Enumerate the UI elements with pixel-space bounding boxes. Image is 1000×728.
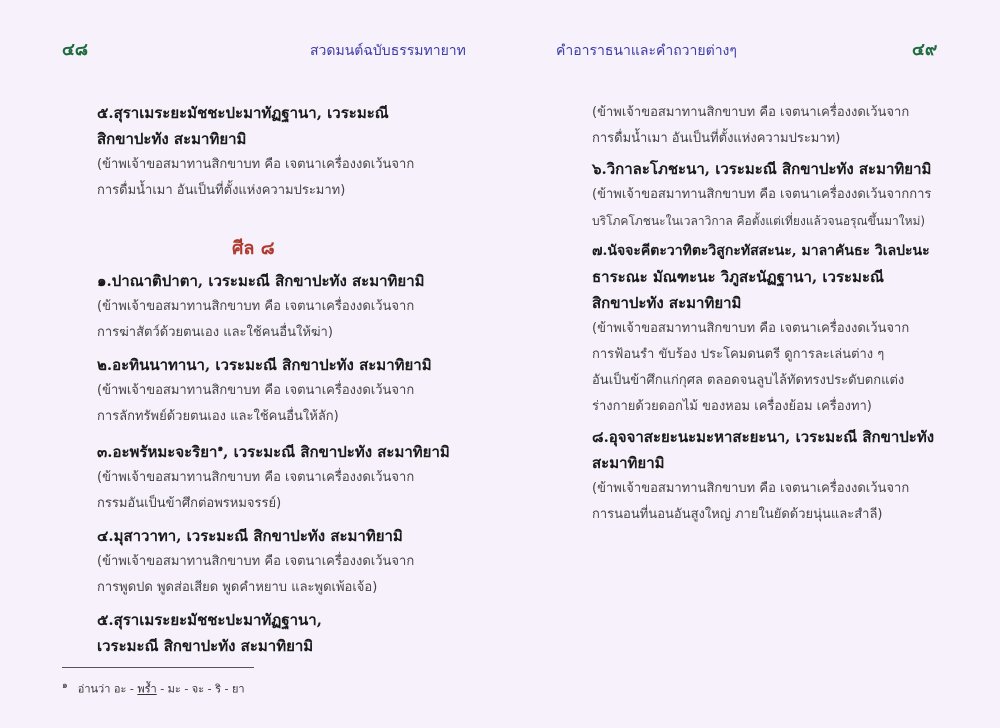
precept-4-pali: ๔.มุสาวาทา, เวระมะณี สิกขาปะทัง สะมาทิยามิ bbox=[97, 527, 403, 545]
right-page-number: ๔๙ bbox=[912, 40, 938, 60]
precept-2-pali: ๒.อะทินนาทานา, เวระมะณี สิกขาปะทัง สะมาทิยามิ bbox=[97, 356, 432, 374]
precept-7-translation-2: การฟ้อนรำ ขับร้อง ประโคมดนตรี ดูการละเล่นต่าง ๆ bbox=[592, 347, 885, 362]
precept-8-translation-cont: การนอนที่นอนอันสูงใหญ่ ภายในยัดด้วยนุ่นและสำลี) bbox=[592, 507, 883, 522]
footnote-divider bbox=[62, 667, 254, 668]
precept-2-translation-cont: การลักทรัพย์ด้วยตนเอง และใช้คนอื่นให้ลัก) bbox=[97, 409, 339, 424]
footnote-ref[interactable]: ๑ bbox=[217, 444, 224, 454]
precept-7-translation-3: อันเป็นข้าศึกแก่กุศล ตลอดจนลูบไล้ทัดทรงประดับตกแต่ง bbox=[592, 373, 905, 388]
precept-3-translation-cont: กรรมอันเป็นข้าศึกต่อพรหมจรรย์) bbox=[97, 496, 282, 511]
precept-3-word: ๓.อะพรัหมะจะริยา bbox=[97, 443, 218, 461]
precept-3-pali bbox=[97, 436, 497, 465]
footnote bbox=[62, 678, 245, 698]
precept-5-translation: (ข้าพเจ้าขอสมาทานสิกขาบท คือ เจตนาเครื่องงดเว้นจาก bbox=[97, 157, 415, 172]
precept-4-translation-cont: การพูดปด พูดส่อเสียด พูดคำหยาบ และพูดเพ้อเจ้อ) bbox=[97, 580, 378, 595]
precept-7-pali: ๗.นัจจะคีตะวาทิตะวิสูกะทัสสะนะ, มาลาคันธะ วิเลปะนะ bbox=[592, 243, 930, 259]
precept-7-translation-4: ร่างกายด้วยดอกไม้ ของหอม เครื่องย้อม เครื่องทา) bbox=[592, 399, 872, 414]
precept-8-translation: (ข้าพเจ้าขอสมาทานสิกขาบท คือ เจตนาเครื่องงดเว้นจาก bbox=[592, 481, 910, 496]
left-page-number: ๔๘ bbox=[62, 40, 88, 60]
precept-5b-pali-cont: เวระมะณี สิกขาปะทัง สะมาทิยามิ bbox=[97, 637, 314, 655]
precept-8-pali-cont: สะมาทิยามิ bbox=[592, 454, 665, 472]
precept-5b-translation-cont: การดื่มน้ำเมา อันเป็นที่ตั้งแห่งความประมาท) bbox=[592, 131, 841, 146]
sila-8-list-left bbox=[97, 268, 497, 659]
precept-7-translation-1: (ข้าพเจ้าขอสมาทานสิกขาบท คือ เจตนาเครื่องงดเว้นจาก bbox=[592, 321, 910, 336]
right-page-body bbox=[592, 100, 992, 528]
footnote-underlined: พรัำ bbox=[137, 682, 157, 696]
left-page-body bbox=[97, 100, 497, 204]
precept-7-pali-cont: ธาระณะ มัณฑะนะ วิภูสะนัฏฐานา, เวระมะณี bbox=[592, 268, 884, 286]
precept-6-translation-cont: บริโภคโภชนะในเวลาวิกาล คือตั้งแต่เที่ยงแล้วจนอรุณขึ้นมาใหม่) bbox=[592, 214, 926, 228]
precept-3-rest: , เวระมะณี สิกขาปะทัง สะมาทิยามิ bbox=[223, 443, 450, 461]
precept-3-translation: (ข้าพเจ้าขอสมาทานสิกขาบท คือ เจตนาเครื่องงดเว้นจาก bbox=[97, 470, 415, 485]
right-running-title: คำอาราธนาและคำถวายต่างๆ bbox=[556, 43, 737, 59]
precept-2-translation: (ข้าพเจ้าขอสมาทานสิกขาบท คือ เจตนาเครื่องงดเว้นจาก bbox=[97, 383, 415, 398]
precept-1-translation-cont: การฆ่าสัตว์ด้วยตนเอง และใช้คนอื่นให้ฆ่า) bbox=[97, 325, 333, 340]
precept-7-pali-end: สิกขาปะทัง สะมาทิยามิ bbox=[592, 294, 742, 312]
precept-5b-translation: (ข้าพเจ้าขอสมาทานสิกขาบท คือ เจตนาเครื่องงดเว้นจาก bbox=[592, 105, 910, 120]
precept-5-pali-cont: สิกขาปะทัง สะมาทิยามิ bbox=[97, 130, 247, 148]
footnote-text-before: อ่านว่า อะ - bbox=[77, 682, 138, 696]
left-running-title: สวดมนต์ฉบับธรรมทายาท bbox=[310, 43, 466, 59]
footnote-mark: ๑ bbox=[62, 681, 68, 691]
precept-5-pali: ๕.สุราเมระยะมัชชะปะมาทัฏฐานา, เวระมะณี bbox=[97, 104, 389, 122]
precept-5-translation-cont: การดื่มน้ำเมา อันเป็นที่ตั้งแห่งความประมาท) bbox=[97, 183, 346, 198]
precept-8-pali: ๘.อุจจาสะยะนะมะหาสะยะนา, เวระมะณี สิกขาปะทัง bbox=[592, 428, 935, 446]
precept-4-translation: (ข้าพเจ้าขอสมาทานสิกขาบท คือ เจตนาเครื่องงดเว้นจาก bbox=[97, 554, 415, 569]
precept-6-pali: ๖.วิกาละโภชะนา, เวระมะณี สิกขาปะทัง สะมาทิยามิ bbox=[592, 160, 932, 178]
precept-5b-pali: ๕.สุราเมระยะมัชชะปะมาทัฏฐานา, bbox=[97, 611, 322, 629]
precept-6-translation: (ข้าพเจ้าขอสมาทานสิกขาบท คือ เจตนาเครื่องงดเว้นจากการ bbox=[592, 187, 932, 202]
precept-1-pali: ๑.ปาณาติปาตา, เวระมะณี สิกขาปะทัง สะมาทิยามิ bbox=[97, 272, 425, 290]
precept-1-translation: (ข้าพเจ้าขอสมาทานสิกขาบท คือ เจตนาเครื่องงดเว้นจาก bbox=[97, 299, 415, 314]
sila-8-heading: ศีล ๘ bbox=[232, 238, 275, 259]
footnote-text-after: - มะ - จะ - ริ - ยา bbox=[156, 682, 245, 696]
